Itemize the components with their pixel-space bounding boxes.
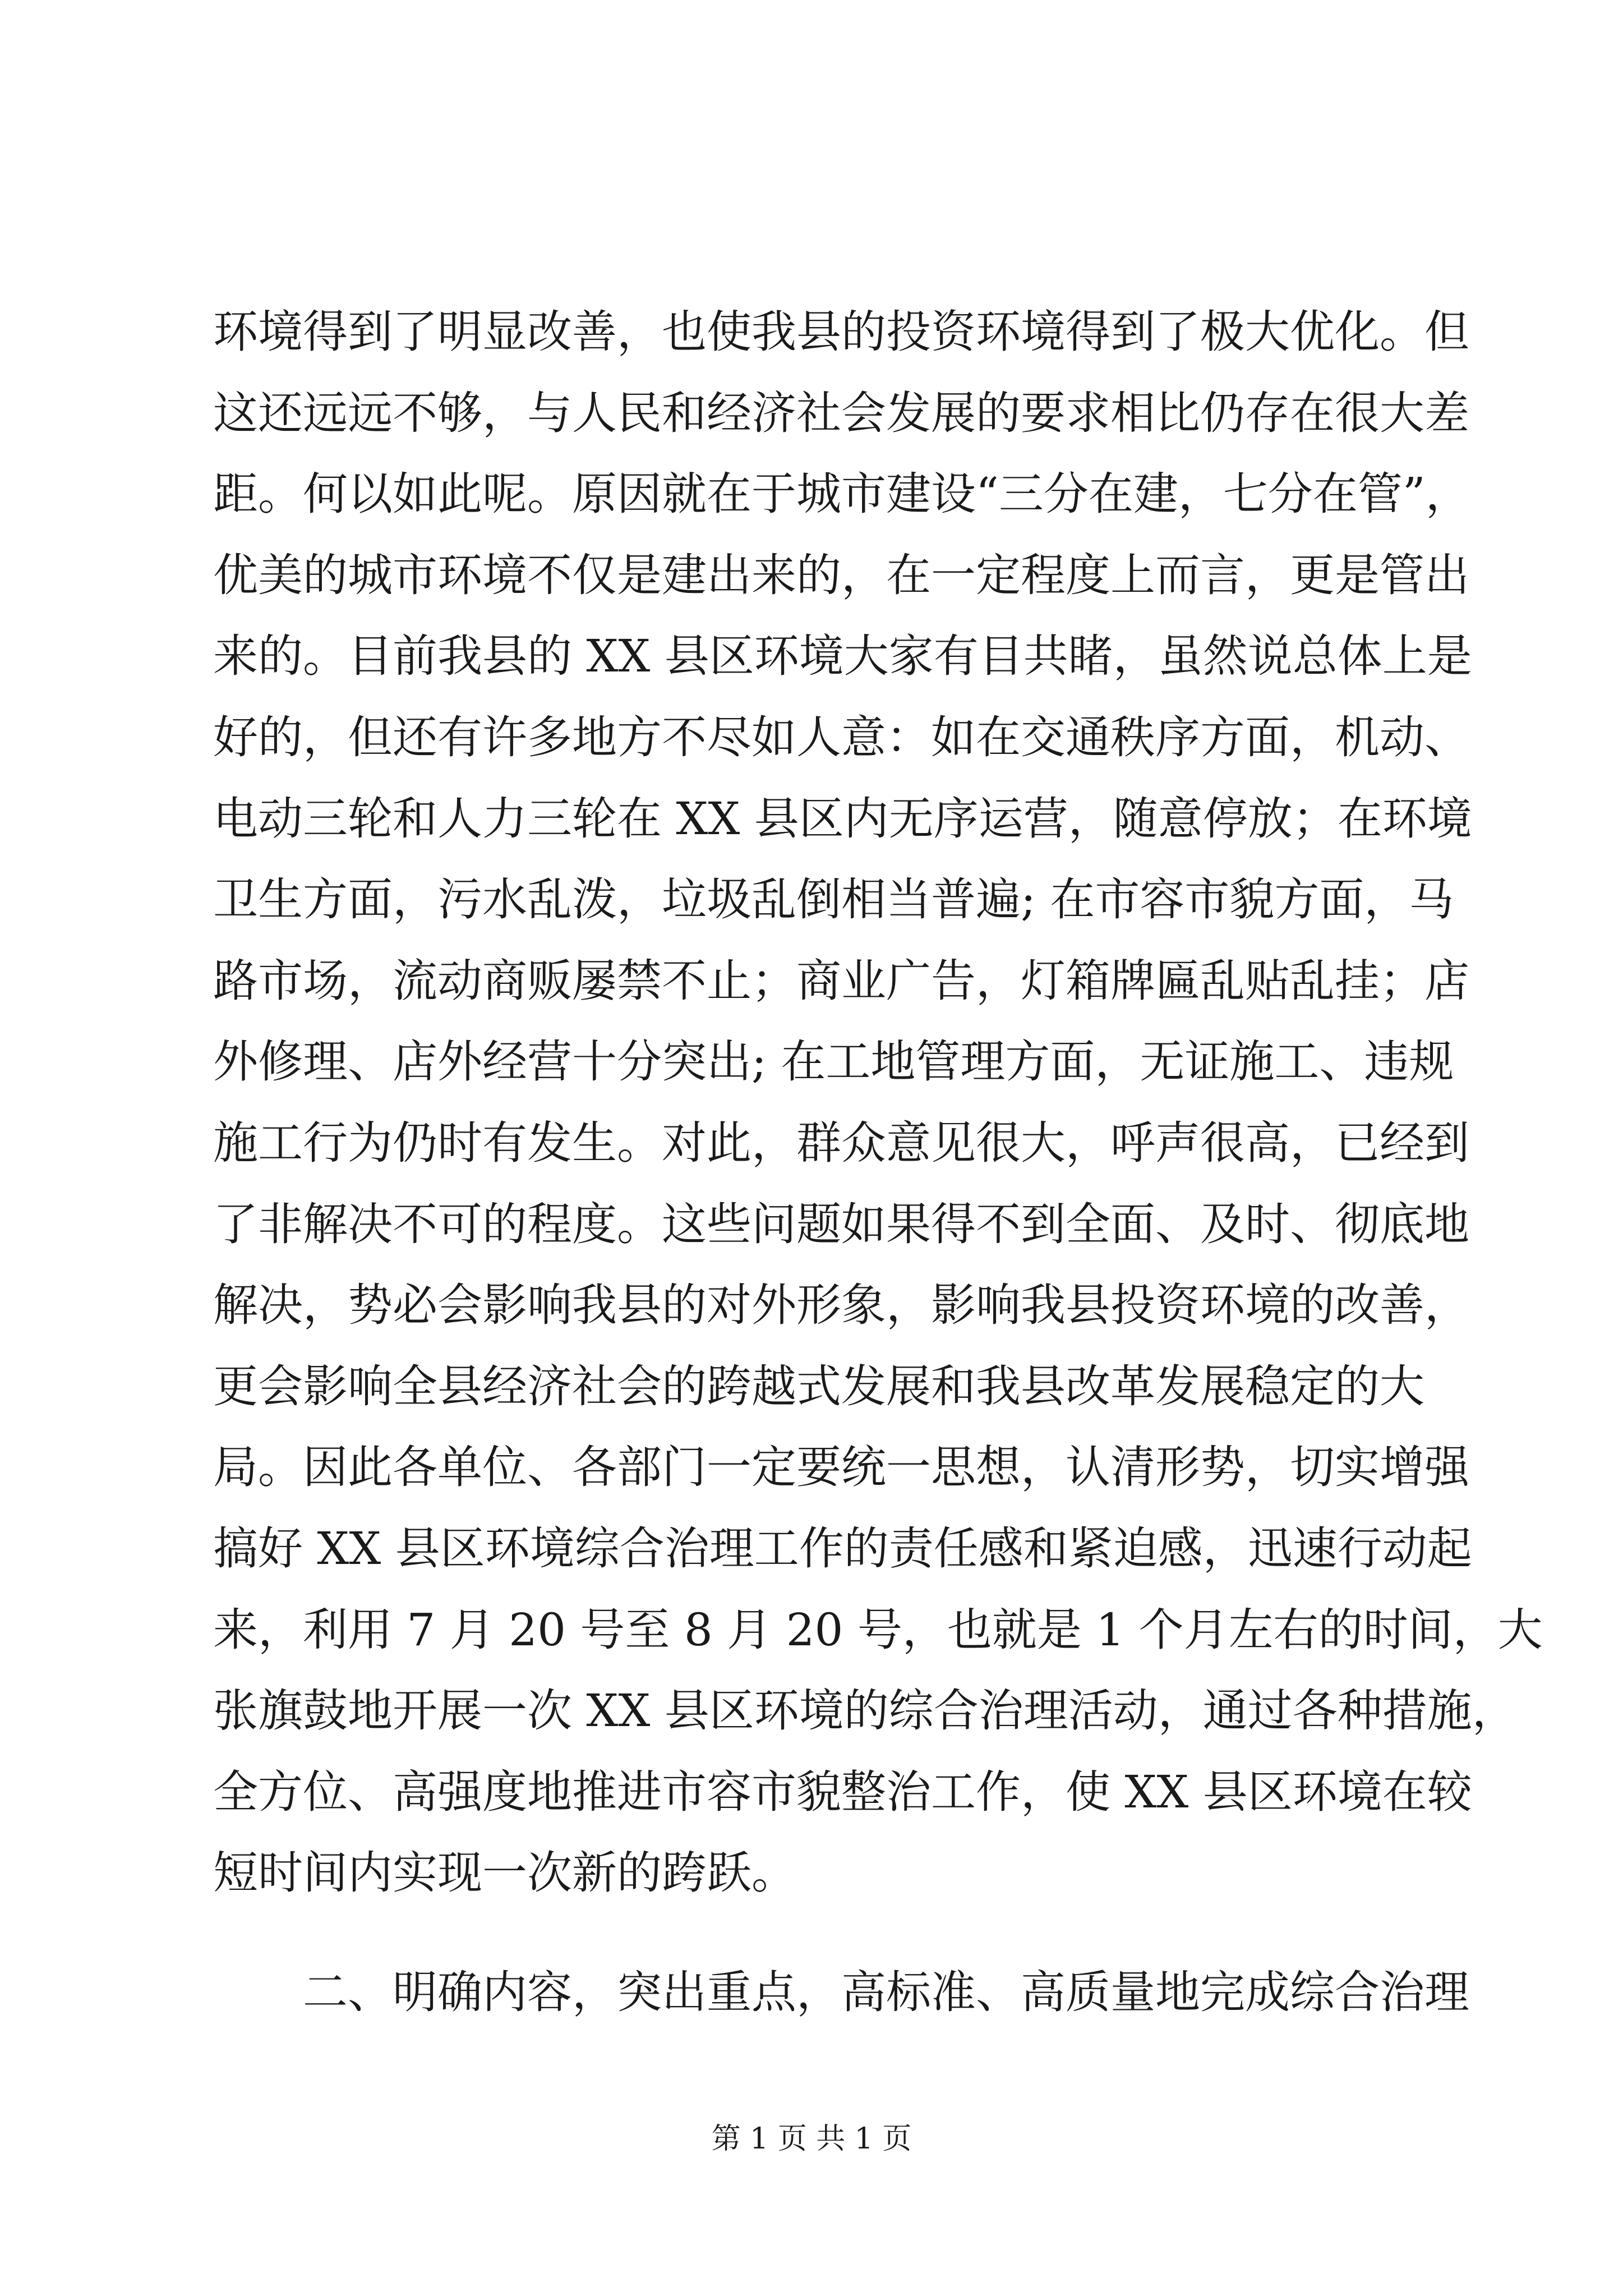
paragraph-line: 电动三轮和人力三轮在 XX 县区内无序运营，随意停放；在环境 bbox=[213, 792, 1472, 845]
paragraph-line: 来，利用 7 月 20 号至 8 月 20 号，也就是 1 个月左右的时间，大 bbox=[213, 1603, 1543, 1656]
page-footer bbox=[0, 2119, 1623, 2159]
paragraph-line: 来的。目前我县的 XX 县区环境大家有目共睹，虽然说总体上是 bbox=[213, 630, 1472, 683]
paragraph-line: 距。何以如此呢。原因就在于城市建设“三分在建，七分在管”， bbox=[213, 468, 1470, 521]
page-number-label: 第 1 页 共 1 页 bbox=[711, 2122, 912, 2156]
paragraph-line: 了非解决不可的程度。这些问题如果得不到全面、及时、彻底地 bbox=[213, 1198, 1469, 1250]
paragraph-line: 张旗鼓地开展一次 XX 县区环境的综合治理活动，通过各种措施， bbox=[213, 1685, 1517, 1737]
paragraph-line: 路市场，流动商贩屡禁不止；商业广告，灯箱牌匾乱贴乱挂；店 bbox=[213, 954, 1469, 1007]
body-paragraph bbox=[213, 292, 1543, 1914]
paragraph-line: 局。因此各单位、各部门一定要统一思想，认清形势，切实增强 bbox=[213, 1441, 1469, 1494]
paragraph-line: 全方位、高强度地推进市容市貌整治工作，使 XX 县区环境在较 bbox=[213, 1765, 1472, 1818]
paragraph-line: 优美的城市环境不仅是建出来的，在一定程度上而言，更是管出 bbox=[213, 549, 1469, 601]
paragraph-line: 这还远远不够，与人民和经济社会发展的要求相比仍存在很大差 bbox=[213, 386, 1469, 439]
paragraph-line: 卫生方面，污水乱泼，垃圾乱倒相当普遍; 在市容市貌方面，马 bbox=[213, 873, 1454, 926]
paragraph-line: 更会影响全县经济社会的跨越式发展和我县改革发展稳定的大 bbox=[213, 1360, 1424, 1412]
paragraph-line: 解决，势必会影响我县的对外形象，影响我县投资环境的改善， bbox=[213, 1279, 1469, 1332]
paragraph-line: 短时间内实现一次新的跨跃。 bbox=[213, 1847, 796, 1899]
paragraph-line: 好的，但还有许多地方不尽如人意：如在交通秩序方面，机动、 bbox=[213, 711, 1469, 763]
section-heading: 二、明确内容，突出重点，高标准、高质量地完成综合治理 bbox=[303, 1966, 1469, 2018]
paragraph-line: 环境得到了明显改善，也使我县的投资环境得到了极大优化。但 bbox=[213, 306, 1469, 358]
paragraph-line: 搞好 XX 县区环境综合治理工作的责任感和紧迫感，迅速行动起 bbox=[213, 1522, 1472, 1575]
paragraph-line: 外修理、店外经营十分突出; 在工地管理方面，无证施工、违规 bbox=[213, 1036, 1454, 1088]
paragraph-line: 施工行为仍时有发生。对此，群众意见很大，呼声很高，已经到 bbox=[213, 1116, 1469, 1169]
